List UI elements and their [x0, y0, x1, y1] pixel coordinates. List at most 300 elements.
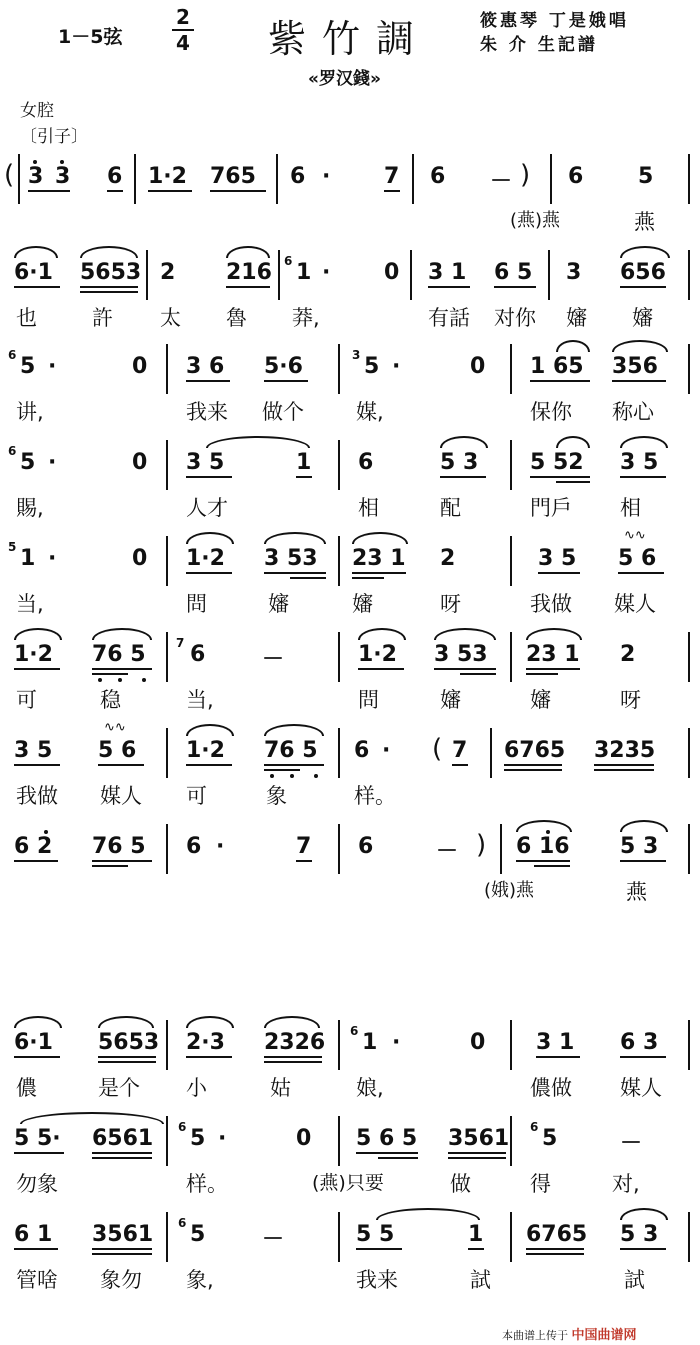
underline	[378, 1157, 418, 1159]
note: 3 6	[186, 354, 225, 379]
barline	[166, 440, 168, 490]
note: 765	[210, 164, 256, 189]
underline	[92, 673, 128, 675]
note: 1·2	[148, 164, 187, 189]
note: 3 5	[186, 450, 225, 475]
note: ·	[48, 450, 57, 475]
barline	[338, 632, 340, 682]
score-system-4	[0, 434, 700, 534]
repeat-open-paren: (	[432, 734, 443, 764]
barline	[166, 344, 168, 394]
note: 3 1	[428, 260, 467, 285]
barline	[338, 344, 340, 394]
note: 1·2	[14, 642, 53, 667]
lyric: 賜,	[16, 496, 44, 520]
slur	[92, 628, 152, 640]
lyric: 做	[450, 1172, 471, 1196]
barline	[412, 154, 414, 204]
note: 6 1	[14, 1222, 53, 1247]
underline	[468, 1248, 484, 1250]
underline	[620, 1056, 666, 1058]
repeat-close-paren: )	[476, 830, 487, 860]
underline	[92, 860, 152, 862]
lyric: 莽,	[292, 306, 320, 330]
note: 5 3	[620, 834, 659, 859]
underline	[536, 1056, 580, 1058]
note: 1·2	[186, 546, 225, 571]
dash: －	[436, 839, 459, 864]
note: 23 1	[352, 546, 406, 571]
note: 6	[358, 834, 374, 859]
lyric: 太	[160, 306, 181, 330]
underline	[516, 860, 570, 862]
underline	[356, 1248, 402, 1250]
note: 3 5	[538, 546, 577, 571]
score-system-9	[0, 1014, 700, 1114]
barline	[338, 536, 340, 586]
slur	[620, 436, 668, 448]
barline	[166, 824, 168, 874]
barline	[134, 154, 136, 204]
slur	[526, 628, 582, 640]
lyric: 有話	[428, 306, 470, 330]
underline	[264, 1061, 322, 1063]
underline	[186, 380, 230, 382]
score-system-1	[0, 148, 700, 248]
note: ·	[322, 260, 331, 285]
note: 0	[132, 450, 148, 475]
note: ·	[392, 354, 401, 379]
note: 3 53	[434, 642, 488, 667]
slur	[206, 436, 310, 448]
score-system-5	[0, 530, 700, 630]
note: 1·2	[358, 642, 397, 667]
grace-note: 6	[178, 1216, 187, 1230]
underline	[526, 1248, 584, 1250]
underline	[92, 865, 128, 867]
score-system-11	[0, 1206, 700, 1306]
performer-credit: 筱惠琴 丁是娥唱	[480, 11, 629, 31]
underline	[538, 572, 580, 574]
note: ·	[322, 164, 331, 189]
note: 6	[568, 164, 584, 189]
note: 3235	[594, 738, 656, 763]
note: 1·2	[186, 738, 225, 763]
slur	[516, 820, 572, 832]
note: 656	[620, 260, 666, 285]
underline	[98, 1056, 156, 1058]
lyric: 可	[16, 688, 37, 712]
barline	[338, 1020, 340, 1070]
note: 5	[542, 1126, 558, 1151]
grace-note: 6	[350, 1024, 359, 1038]
barline	[548, 250, 550, 300]
underline	[434, 668, 496, 670]
barline	[166, 536, 168, 586]
lyric: 管啥	[16, 1268, 58, 1292]
lyric: 做个	[262, 400, 304, 424]
note: 1	[296, 450, 312, 475]
underline	[107, 190, 123, 192]
note: 3 5	[14, 738, 53, 763]
underline	[504, 764, 562, 766]
underline	[226, 286, 270, 288]
dash: －	[262, 647, 285, 672]
note: 1	[296, 260, 312, 285]
note: 6765	[504, 738, 566, 763]
underline	[526, 668, 580, 670]
note: 6	[358, 450, 374, 475]
slur	[358, 628, 406, 640]
underline	[92, 1152, 152, 1154]
note: 6 3	[620, 1030, 659, 1055]
underline	[356, 1152, 418, 1154]
underline	[620, 860, 666, 862]
note: 6561	[92, 1126, 154, 1151]
note: 1	[468, 1222, 484, 1247]
slur	[186, 532, 234, 544]
underline	[80, 291, 138, 293]
note: 5	[190, 1222, 206, 1247]
octave-dot	[314, 774, 318, 778]
underline	[98, 1061, 156, 1063]
note: 5653	[80, 260, 142, 285]
lyric: 試	[624, 1268, 645, 1292]
underline	[296, 476, 312, 478]
note: 6	[430, 164, 446, 189]
barline	[490, 728, 492, 778]
lyric: 嬸	[440, 688, 461, 712]
barline	[688, 154, 690, 204]
lyric: 称心	[612, 400, 654, 424]
barline	[510, 1020, 512, 1070]
underline	[264, 764, 324, 766]
time-signature	[172, 6, 194, 54]
note: 0	[132, 354, 148, 379]
barline	[688, 824, 690, 874]
underline	[296, 860, 312, 862]
underline	[612, 380, 666, 382]
underline	[14, 1248, 58, 1250]
section-label: 〔引子〕	[20, 127, 88, 147]
lyric: 象勿	[100, 1268, 142, 1292]
underline	[28, 190, 70, 192]
barline	[18, 154, 20, 204]
barline	[338, 728, 340, 778]
underline	[264, 769, 300, 771]
note: 5	[20, 450, 36, 475]
note: 3561	[448, 1126, 510, 1151]
lyric: 嬸	[268, 592, 289, 616]
octave-dot	[98, 678, 102, 682]
note: 5653	[98, 1030, 160, 1055]
note: 76 5	[92, 834, 146, 859]
underline	[290, 577, 326, 579]
lyric: 是个	[98, 1076, 140, 1100]
meter-top: 2	[176, 5, 190, 29]
octave-dot	[546, 830, 550, 834]
barline	[338, 824, 340, 874]
grace-note: 7	[176, 636, 185, 650]
lyric: 得	[530, 1172, 551, 1196]
underline	[264, 1056, 322, 1058]
note: 6	[190, 642, 206, 667]
lyric: 問	[186, 592, 207, 616]
note: 6765	[526, 1222, 588, 1247]
note: 6 5	[494, 260, 533, 285]
underline	[264, 572, 326, 574]
underline	[530, 380, 590, 382]
lyric: 我来	[186, 400, 228, 424]
barline	[550, 154, 552, 204]
grace-note: 6	[8, 444, 17, 458]
underline	[92, 668, 152, 670]
note: 6	[107, 164, 123, 189]
note: 0	[470, 1030, 486, 1055]
note: 5 6	[618, 546, 657, 571]
lyric: 勿象	[16, 1172, 58, 1196]
barline	[166, 728, 168, 778]
lyric: 对你	[494, 306, 536, 330]
lyric: 可	[186, 784, 207, 808]
barline	[510, 1212, 512, 1262]
note: 2	[160, 260, 176, 285]
underline	[620, 1248, 666, 1250]
barline	[688, 250, 690, 300]
grace-note: 5	[8, 540, 17, 554]
lyric: 配	[440, 496, 461, 520]
barline	[146, 250, 148, 300]
lyric: 呀	[440, 592, 461, 616]
slur	[434, 628, 496, 640]
slur	[14, 246, 58, 258]
slur	[14, 1016, 62, 1028]
lyric: 嬸	[566, 306, 587, 330]
lyric: 我来	[356, 1268, 398, 1292]
underline	[448, 1152, 506, 1154]
lyric: 娘,	[356, 1076, 384, 1100]
slur	[264, 724, 324, 736]
lyric: 門戶	[530, 496, 572, 520]
barline	[688, 1020, 690, 1070]
slur	[20, 1112, 164, 1124]
underline	[428, 286, 470, 288]
meter-bottom: 4	[176, 31, 190, 55]
lyric: 姑	[270, 1076, 291, 1100]
barline	[338, 1116, 340, 1166]
slur	[556, 436, 590, 448]
underline	[526, 1253, 584, 1255]
lyric: 相	[358, 496, 379, 520]
note: 6·1	[14, 260, 53, 285]
slur	[376, 1208, 480, 1220]
lyric: 小	[186, 1076, 207, 1100]
underline	[460, 673, 496, 675]
note: 6·1	[14, 1030, 53, 1055]
score-system-7	[0, 722, 700, 822]
barline	[410, 250, 412, 300]
note: 0	[296, 1126, 312, 1151]
barline	[510, 440, 512, 490]
underline	[352, 572, 406, 574]
barline	[510, 632, 512, 682]
slur	[226, 246, 270, 258]
note: 6 16	[516, 834, 570, 859]
note: 5 5·	[14, 1126, 61, 1151]
note: 5 6 5	[356, 1126, 418, 1151]
underline	[620, 286, 666, 288]
note: 0	[384, 260, 400, 285]
transcriber-credit: 朱 介 生記譜	[480, 35, 598, 55]
underline	[594, 769, 654, 771]
underline	[352, 577, 384, 579]
note: 0	[470, 354, 486, 379]
lyric: 問	[358, 688, 379, 712]
slur	[620, 1208, 668, 1220]
note: 76 5	[92, 642, 146, 667]
underline	[504, 769, 562, 771]
note: 5	[638, 164, 654, 189]
underline	[534, 865, 570, 867]
note: 3 1	[536, 1030, 575, 1055]
lyric: 相	[620, 496, 641, 520]
note: 3 5	[620, 450, 659, 475]
note: 76 5	[264, 738, 318, 763]
lyric: 媒人	[614, 592, 656, 616]
lyric: 媒,	[356, 400, 384, 424]
note: 0	[132, 546, 148, 571]
underline	[440, 476, 486, 478]
lyric: 媒人	[620, 1076, 662, 1100]
note: 5 5	[356, 1222, 395, 1247]
note: 5 6	[98, 738, 137, 763]
underline	[14, 860, 58, 862]
lyric: 嬸	[530, 688, 551, 712]
note: 2326	[264, 1030, 326, 1055]
site-logo[interactable]: 中国曲谱网	[571, 1328, 637, 1343]
underline	[92, 1157, 152, 1159]
note: 5	[190, 1126, 206, 1151]
lyric: 嬸	[352, 592, 373, 616]
note: 6	[354, 738, 370, 763]
score-system-8	[0, 818, 700, 918]
song-title: 紫竹調	[268, 17, 431, 61]
barline	[688, 632, 690, 682]
lyric: 样。	[186, 1172, 228, 1196]
slur	[80, 246, 138, 258]
score-system-6	[0, 626, 700, 726]
underline	[210, 190, 266, 192]
slur	[264, 532, 326, 544]
lyric: 我做	[16, 784, 58, 808]
note: 1 65	[530, 354, 584, 379]
note: 216	[226, 260, 272, 285]
note: 7	[296, 834, 312, 859]
underline	[594, 764, 654, 766]
note: 5	[364, 354, 380, 379]
slur	[264, 1016, 320, 1028]
barline	[688, 1212, 690, 1262]
footer-text: 本曲谱上传于	[502, 1329, 568, 1342]
note: 1	[362, 1030, 378, 1055]
voice-label: 女腔	[20, 101, 54, 121]
grace-note: 6	[8, 348, 17, 362]
underline	[14, 1056, 60, 1058]
slur	[620, 820, 668, 832]
lyric: 呀	[620, 688, 641, 712]
score-system-3	[0, 338, 700, 438]
underline	[92, 1253, 152, 1255]
note: 6 2	[14, 834, 53, 859]
note: 3561	[92, 1222, 154, 1247]
lyric: 人才	[186, 496, 228, 520]
underline	[530, 476, 590, 478]
note: ·	[216, 834, 225, 859]
underline	[92, 1248, 152, 1250]
grace-note: 6	[284, 254, 293, 268]
lyric: 对,	[612, 1172, 640, 1196]
barline	[338, 440, 340, 490]
lyric: 也	[16, 306, 37, 330]
score-system-10	[0, 1110, 700, 1210]
barline	[500, 824, 502, 874]
slur	[98, 1016, 154, 1028]
underline	[186, 764, 232, 766]
underline	[618, 572, 664, 574]
lyric: 讲,	[16, 400, 44, 424]
octave-dot	[290, 774, 294, 778]
underline	[452, 764, 468, 766]
underline	[264, 380, 308, 382]
note: 6	[290, 164, 306, 189]
slur	[186, 724, 234, 736]
lyric: 当,	[16, 592, 44, 616]
lyric: (燕)只要	[312, 1172, 384, 1194]
trill-mark: ∿∿	[104, 720, 126, 735]
repeat-open-paren: (	[4, 160, 15, 190]
octave-dot	[142, 678, 146, 682]
score-system-2	[0, 244, 700, 344]
note: 5	[20, 354, 36, 379]
underline	[98, 764, 144, 766]
note: ·	[382, 738, 391, 763]
note: 6	[186, 834, 202, 859]
note: 1	[20, 546, 36, 571]
octave-dot	[270, 774, 274, 778]
note: 23 1	[526, 642, 580, 667]
note: 5 52	[530, 450, 584, 475]
slur	[620, 246, 670, 258]
slur	[186, 1016, 234, 1028]
key-signature: 1－5弦	[58, 26, 123, 48]
lyric: 儂	[16, 1076, 37, 1100]
grace-note: 6	[530, 1120, 539, 1134]
note: 3 53	[264, 546, 318, 571]
underline	[494, 286, 536, 288]
lyric: 試	[470, 1268, 491, 1292]
note: 7	[452, 738, 468, 763]
barline	[166, 1212, 168, 1262]
underline	[358, 668, 404, 670]
lyric: 魯	[226, 306, 247, 330]
underline	[620, 476, 666, 478]
note: 5 3	[440, 450, 479, 475]
note: 2·3	[186, 1030, 225, 1055]
lyric: 燕	[634, 210, 655, 234]
lyric: (娥)燕	[484, 880, 535, 901]
lyric: 儂做	[530, 1076, 572, 1100]
underline	[186, 1056, 232, 1058]
